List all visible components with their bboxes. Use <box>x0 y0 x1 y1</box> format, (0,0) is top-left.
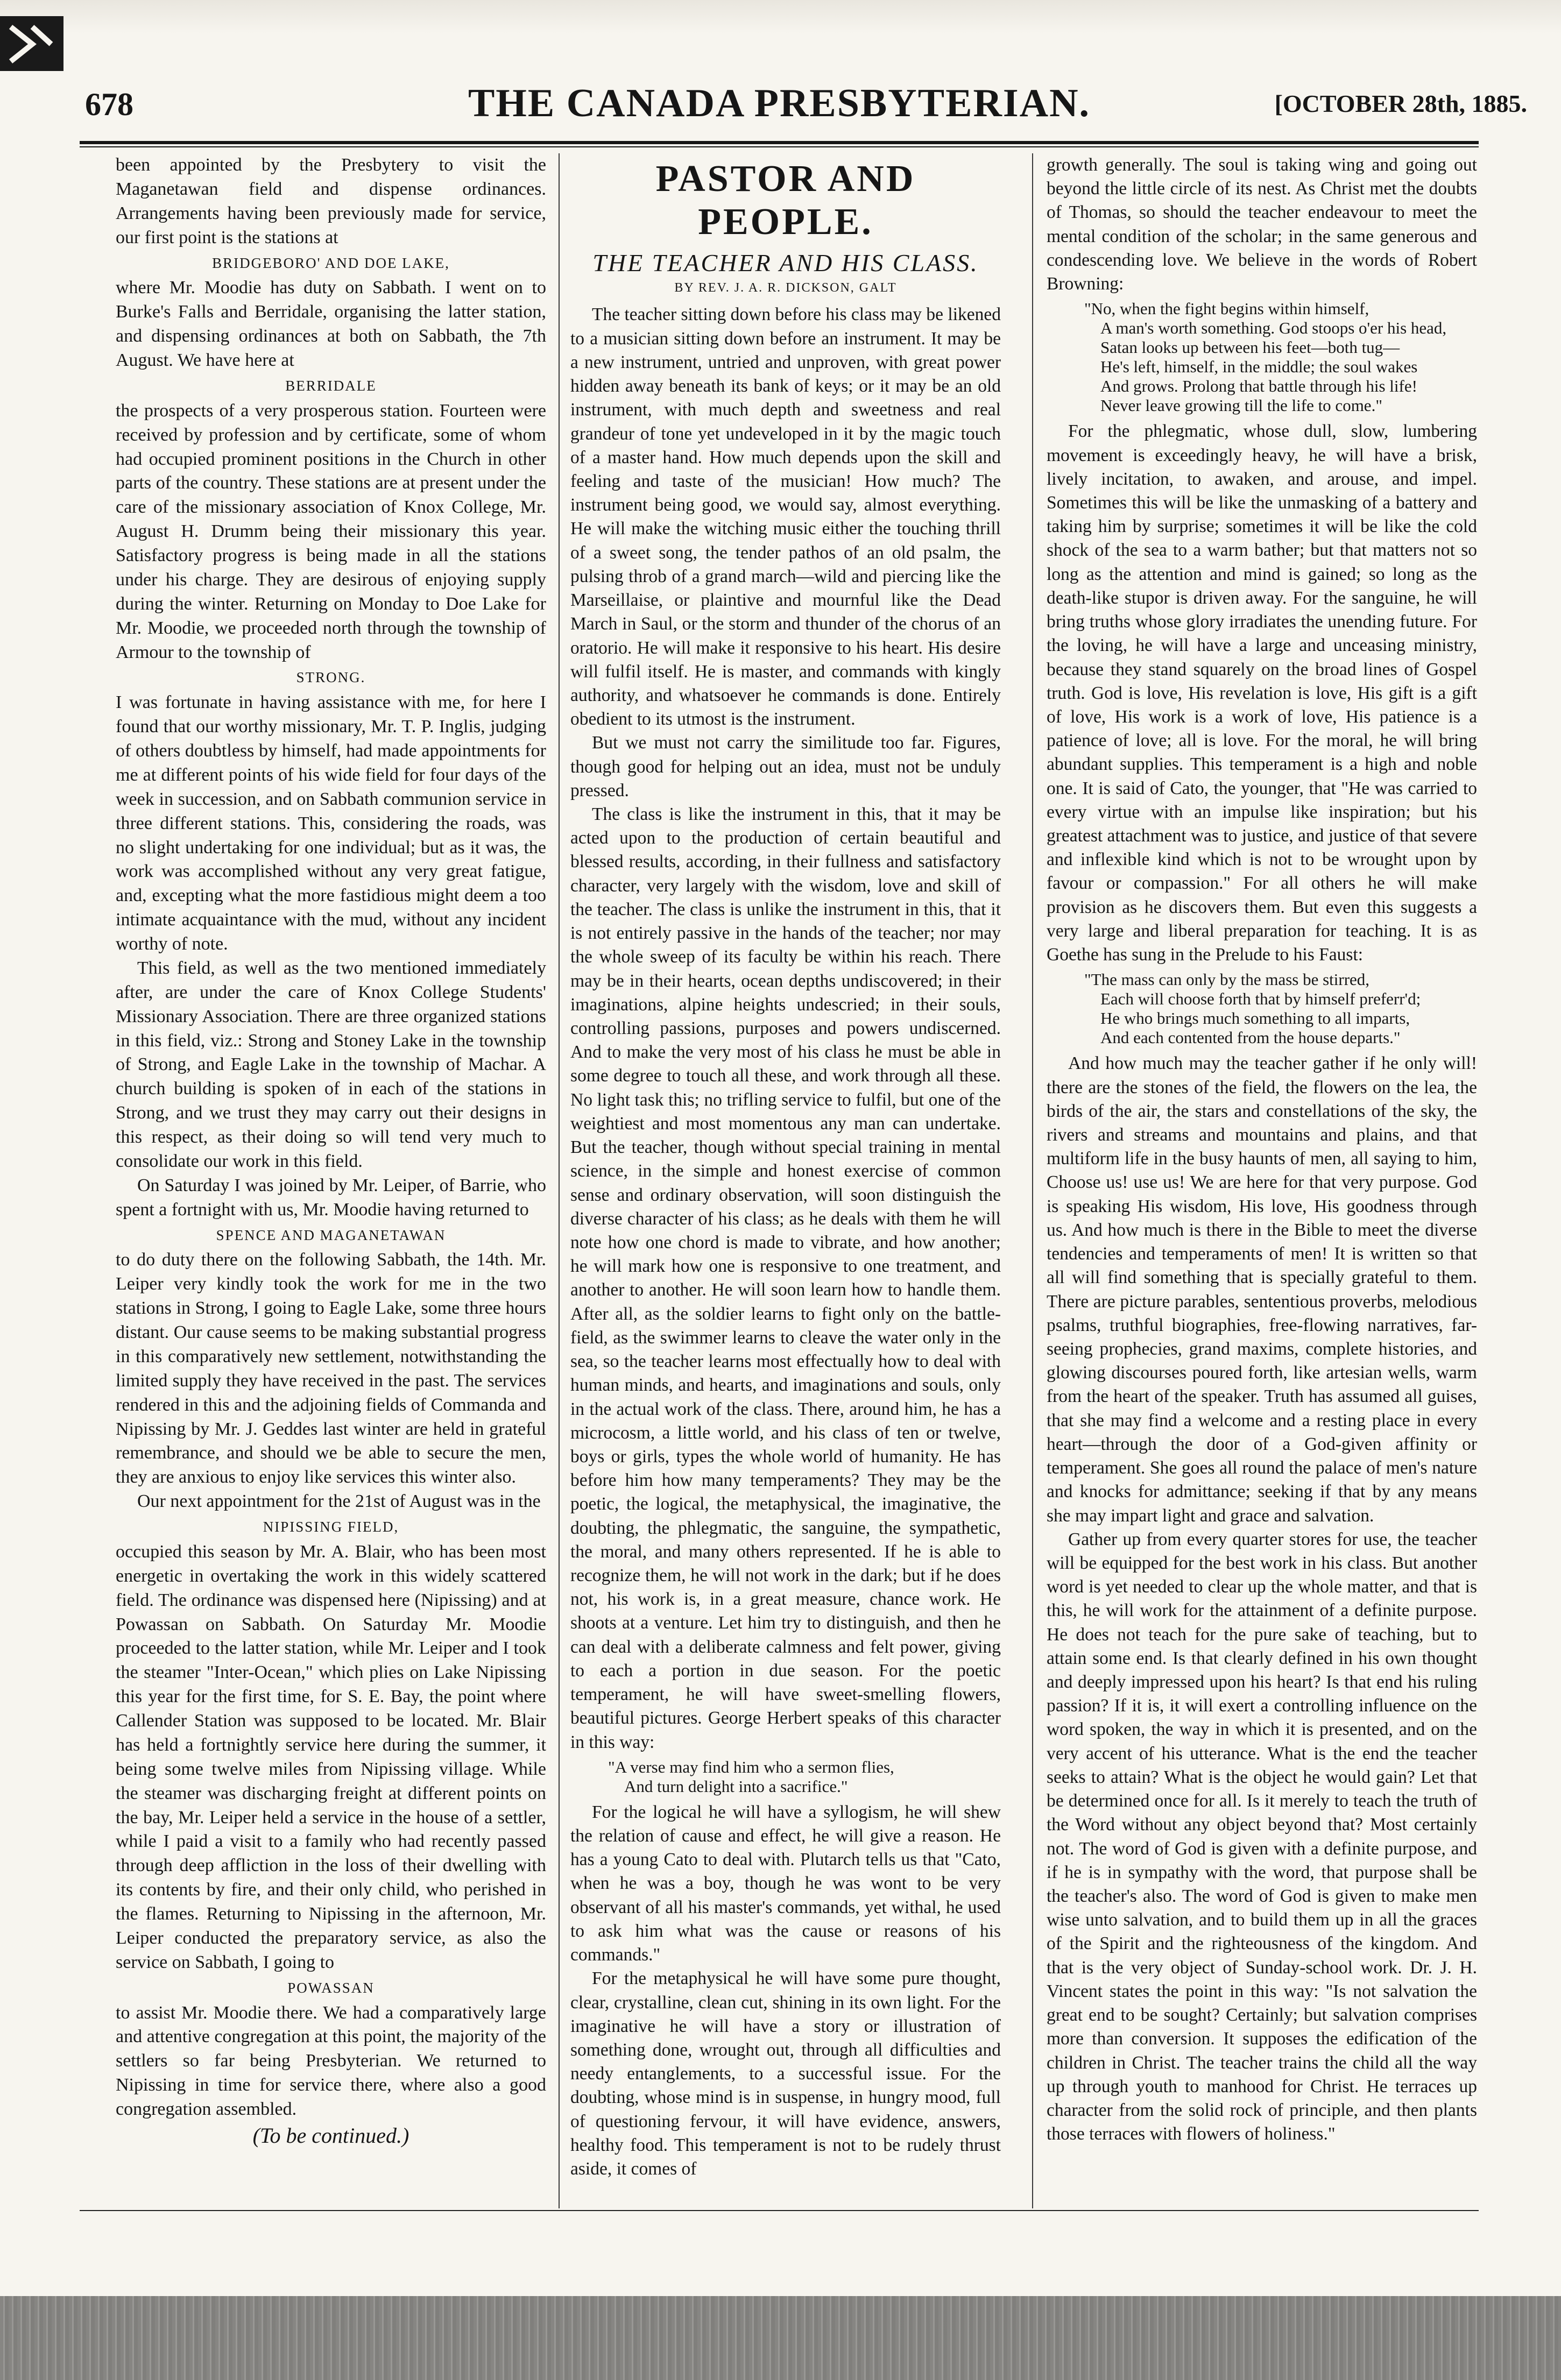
paragraph: But we must not carry the similitude too far. Figures, though good for helping out an idea, must not be unduly pressed. <box>570 733 1001 801</box>
paragraph: For the phlegmatic, whose dull, slow, lumbering movement is exceedingly heavy, he will have a brisk, lively incitation, to awaken, and arouse, and impel. Sometimes this will be like the unmasking of a battery and taking him by surprise; sometimes it will be like the cold shock of the sea to a warm bather; but that matters not so long as the attention and mind is gained; so long as the death-like stupor is driven away. For the sanguine, he will bring truths whose glory irradiates the unending future. For the loving, he will have a large and unceasing ministry, because they stand squarely on the broad lines of Gospel truth. God is love, His revelation is love, His gift is a gift of love, His work is a work of love, His patience is a patience of love; all is love. For the moral, he will bring abundant supplies. This temperament is a high and noble one. It is said of Cato, the younger, that "He was carried to every virtue with an impulse like inspiration; but his greatest attachment was to justice, and justice of that severe and inflexible kind which is not to be wrought upon by favour or compassion." For all others he will make provision as he discovers them. But even this suggests a very large and liberal preparation for teaching. It is as Goethe has sung in the Prelude to his Faust: <box>1047 421 1477 965</box>
paragraph: The class is like the instrument in this, that it may be acted upon to the production of certain beautiful and blessed results, according, in their fullness and satisfactory character, very largely with the wisdom, love and skill of the teacher. The class is unlike the instrument in this, that it is not entirely passive in the hands of the teacher; nor may the whole sweep of its faculty be within his reach. There may be in their hearts, ocean depths undiscovered; in their imaginations, alpine heights undescried; in their souls, controlling passions, purposes and powers undiscerned. And to make the very most of his class he must be able in some degree to touch all these, and work through all these. No light task this; no trifling service to fulfil, but one of the weightiest and most momentous any man can undertake. But the teacher, though without special training in mental science, in the simple and honest exercise of common sense and ordinary observation, will soon distinguish the diverse character of his class; as he deals with them he will note how one chord is made to vibrate, and how another; he will mark how one is responsive to one treatment, and another to another. He will soon learn how to handle them. After all, as the soldier learns to fight only on the battle-field, as the swimmer learns to cleave the water only in the sea, so the teacher learns most effectually how to deal with human minds, and hearts, and imaginations and souls, only in the actual work of the class. There, around him, he has a microcosm, a little world, and his class of ten or twelve, boys or girls, types the whole world of humanity. He has before him how many temperaments? They may be the poetic, the logical, the metaphysical, the imaginative, the doubting, the phlegmatic, the sanguine, the sympathetic, the moral, and many others represented. If he is able to recognize them, he will not work in the dark; but if he does not, his work is, in a great measure, chance work. He shoots at a venture. Let him try to distinguish, and then he can deal with a deliberate calmness and felt power, giving to each a portion in due season. For the poetic temperament, he will have sweet-smelling flowers, beautiful pictures. George Herbert speaks of this character in this way: <box>570 804 1001 1752</box>
section-heading: BRIDGEBORO' AND DOE LAKE, <box>212 254 450 271</box>
paragraph: On Saturday I was joined by Mr. Leiper, of Barrie, who spent a fortnight with us, Mr. Moodie having returned to <box>116 1175 546 1220</box>
scanner-corner-mark <box>0 16 63 71</box>
masthead-title: THE CANADA PRESBYTERIAN. <box>468 81 1091 125</box>
verse-line: "The mass can only by the mass be stirred, <box>1084 970 1370 989</box>
paragraph: been appointed by the Presbytery to visit the Maganetawan field and dispense ordinances. Arrangements having been previously made for service, our first point is the stations at <box>116 155 546 247</box>
paragraph: to assist Mr. Moodie there. We had a comparatively large and attentive congregation at this point, the majority of the settlers so far being Presbyterian. We returned to Nipissing in time for service there, where also a good congregation assembled. <box>116 2002 546 2119</box>
section-heading: POWASSAN <box>287 1979 375 1996</box>
header-rule <box>80 141 1479 144</box>
bottom-rule <box>80 2210 1479 2211</box>
paragraph: For the logical he will have a syllogism, he will shew the relation of cause and effect, he will give a reason. He has a young Cato to deal with. Plutarch tells us that "Cato, when he was a boy, though he was wont to be very observant of all his master's commands, yet withal, he used to ask him what was the cause or reasons of his commands." <box>570 1802 1001 1965</box>
verse-line: A man's worth something. God stoops o'er his head, <box>1100 318 1447 338</box>
verse-line: "A verse may find him who a sermon flies, <box>608 1757 894 1776</box>
article-byline: BY REV. J. A. R. DICKSON, GALT <box>674 281 897 295</box>
paragraph: The teacher sitting down before his class may be likened to a musician sitting down before an instrument. It may be a new instrument, untried and unproven, with great power hidden away beneath its bank of keys; or it may be an old instrument, with much depth and sweetness and real grandeur of tone yet undeveloped in it by the magic touch of a master hand. How much depends upon the skill and feeling and taste of the musician! How much? The instrument being good, we would say, almost everything. He will make the witching music either the touching thrill of a sweet song, the tender pathos of an old psalm, the pulsing throb of a grand march—wild and piercing like the Marseillaise, or plaintive and mournful like the Dead March in Saul, or the storm and thunder of the chorus of an oratorio. He will make it responsive to his heart. His desire will fulfil itself. He is master, and commands with kingly authority, and whatsoever he commands is done. Entirely obedient to its utmost is the instrument. <box>570 304 1001 729</box>
article-title: THE TEACHER AND HIS CLASS. <box>592 249 979 277</box>
verse-quote <box>1047 970 1477 1047</box>
verse-quote <box>570 1758 1001 1796</box>
scan-artifact-bar <box>0 2296 1561 2380</box>
section-heading: BERRIDALE <box>285 377 377 394</box>
verse-line: And each contented from the house departs." <box>1100 1028 1401 1047</box>
verse-line: He's left, himself, in the middle; the soul wakes <box>1100 357 1418 377</box>
department-heading <box>570 158 1001 244</box>
department-heading-right: PEOPLE. <box>698 201 873 243</box>
verse-line: Each will choose forth that by himself preferr'd; <box>1100 989 1421 1009</box>
verse-line: He who brings much something to all imparts, <box>1100 1009 1410 1028</box>
column-divider <box>1032 153 1033 2208</box>
column-2 <box>570 153 1001 2181</box>
verse-line: And grows. Prolong that battle through his life! <box>1100 377 1417 396</box>
paragraph: For the metaphysical he will have some pure thought, clear, crystalline, clean cut, shining in its own light. For the imaginative he will have a story or illustration of something done, wrought out, through all difficulties and needy entanglements, to a successful issue. For the doubting, whose mind is in suspense, in hungry mood, full of questioning fervour, it will have evidence, answers, healthy food. This temperament is not to be rudely thrust aside, it comes of <box>570 1968 1001 2179</box>
section-heading: SPENCE AND MAGANETAWAN <box>216 1227 446 1243</box>
column-3 <box>1047 153 1477 2146</box>
paragraph: I was fortunate in having assistance with me, for here I found that our worthy missionary, Mr. T. P. Inglis, judging of others doubtless by himself, had made appointments for me at different points of his wide field for four days of the week in succession, and on Sabbath communion service in three different stations. This, considering the roads, was no slight undertaking for one individual; but as it was, the work was accomplished without any very great fatigue, and, excepting what the more fastidious might deem a too intimate acquaintance with the mud, without any incident worthy of note. <box>116 692 546 954</box>
section-heading: STRONG. <box>296 669 366 686</box>
page-header <box>80 75 1527 134</box>
verse-line: Never leave growing till the life to come." <box>1100 396 1382 415</box>
paragraph: Our next appointment for the 21st of August was in the <box>137 1491 541 1512</box>
paragraph: Gather up from every quarter stores for use, the teacher will be equipped for the best work in his class. But another word is yet needed to clear up the whole matter, and that is this, he will work for the attainment of a definite purpose. He does not teach for the pure sake of teaching, but to attain some end. Is that clearly defined in his own thought and deeply impressed upon his heart? Is that end his ruling passion? If it is, it will exert a controlling influence on the word spoken, the way in which it is presented, and on the very accent of his utterance. What is the end the teacher seeks to attain? What is the object he would gain? Let that be determined once for all. Is it merely to teach the truth of the Word without any object beyond that? Most certainly not. The word of God is given with a definite purpose, and if he is in sympathy with the word, that purpose shall be the teacher's also. The word of God is given to make men wise unto salvation, and to build them up in all the graces of the Spirit and the righteousness of the kingdom. And that is the very object of Sunday-school work. Dr. J. H. Vincent states the point in this way: "Is not salvation the great end to be sought? Certainly; but salvation comprises more than conversion. It supposes the edification of the children in Christ. The teacher trains the child all the way up through youth to manhood for Christ. He terraces up character from the solid rock of principle, and then plants those terraces with flowers of holiness." <box>1047 1529 1477 2144</box>
column-1 <box>116 153 546 2148</box>
verse-quote <box>1047 299 1477 415</box>
verse-line: Satan looks up between his feet—both tug— <box>1100 338 1400 357</box>
paragraph: the prospects of a very prosperous station. Fourteen were received by profession and by certificate, some of whom had occupied prominent positions in the Church in other parts of the country. These stations are at present under the care of the missionary association of Knox College, Mr. August H. Drumm being their missionary this year. Satisfactory progress is being made in all the stations under his charge. They are desirous of enjoying supply during the winter. Returning on Monday to Doe Lake for Mr. Moodie, we proceeded north through the township of Armour to the township of <box>116 400 546 662</box>
paragraph: where Mr. Moodie has duty on Sabbath. I went on to Burke's Falls and Berridale, organising the latter station, and dispensing ordinances at both on Sabbath, the 7th August. We have here at <box>116 278 546 370</box>
paragraph: occupied this season by Mr. A. Blair, who has been most energetic in overtaking the work in this widely scattered field. The ordinance was dispensed here (Nipissing) and at Powassan on Sabbath. On Saturday Mr. Moodie proceeded to the latter station, while Mr. Leiper and I took the steamer "Inter-Ocean," which plies on Lake Nipissing this year for the first time, for S. E. Bay, the point where Callender Station was supposed to be located. Mr. Blair has held a fortnightly service here during the summer, it being some twelve miles from Nipissing village. While the steamer was discharging freight at different points on the bay, Mr. Leiper held a service in the house of a settler, while I paid a visit to a family who had recently passed through deep affliction in the loss of their dwelling with its contents by fire, and their only child, who perished in the flames. Returning to Nipissing in the afternoon, Mr. Leiper conducted the preparatory service, as also the service on Sabbath, I going to <box>116 1541 546 1972</box>
paragraph: And how much may the teacher gather if he only will! there are the stones of the field, the flowers on the lea, the birds of the air, the stars and constellations of the sky, the rivers and streams and mountains and plains, and that multiform life in the busy haunts of men, all saying to him, Choose us! use us! We are here for that very purpose. God is speaking His wisdom, His love, His goodness through us. And how much is there in the Bible to meet the diverse tendencies and temperaments of men! It is written so that all will find something that is specially grateful to them. There are picture parables, sententious proverbs, melodious psalms, truthful biographies, free-flowing narratives, far-seeing prophecies, grand maxims, complete histories, and glowing discourses poured forth, like artesian wells, warm from the heart of the speaker. Truth has assumed all guises, that she may find a welcome and a resting place in every heart—through the door of a God-given affinity or temperament. She goes all round the palace of men's nature and knocks for admittance; seeking if that by any means she may impart light and grace and salvation. <box>1047 1053 1477 1526</box>
section-heading: NIPISSING FIELD, <box>263 1519 399 1535</box>
department-heading-left: PASTOR AND <box>655 158 916 200</box>
column-divider <box>559 153 560 2208</box>
header-rule-thin <box>80 146 1479 147</box>
verse-line: "No, when the fight begins within himself, <box>1084 299 1369 318</box>
issue-date: [OCTOBER 28th, 1885. <box>1274 90 1527 117</box>
continued-note: (To be continued.) <box>252 2123 409 2148</box>
verse-line: And turn delight into a sacrifice." <box>624 1776 848 1796</box>
paragraph: to do duty there on the following Sabbath, the 14th. Mr. Leiper very kindly took the work for me in the two stations in Strong, I going to Eagle Lake, some three hours distant. Our cause seems to be making substantial progress in this comparatively new settlement, notwithstanding the limited supply they have received in the past. The services rendered in this and the adjoining fields of Commanda and Nipissing by Mr. J. Geddes last winter are held in grateful remembrance, and should we be able to secure the men, they are anxious to enjoy like services this winter also. <box>116 1250 546 1488</box>
paragraph: growth generally. The soul is taking wing and going out beyond the little circle of its nest. As Christ met the doubts of Thomas, so should the teacher endeavour to meet the mental condition of the scholar; in the same generous and condescending love. We believe in the words of Robert Browning: <box>1047 155 1477 294</box>
paragraph: This field, as well as the two mentioned immediately after, are under the care of Knox College Students' Missionary Association. There are three organized stations in this field, viz.: Strong and Stoney Lake in the township of Strong, and Eagle Lake in the township of Machar. A church building is spoken of in each of the stations in Strong, and we trust they may carry out their designs in this respect, as their doing so will tend very much to consolidate our work in this field. <box>116 958 546 1171</box>
page-number: 678 <box>85 87 133 122</box>
scan-edge <box>0 0 1561 33</box>
